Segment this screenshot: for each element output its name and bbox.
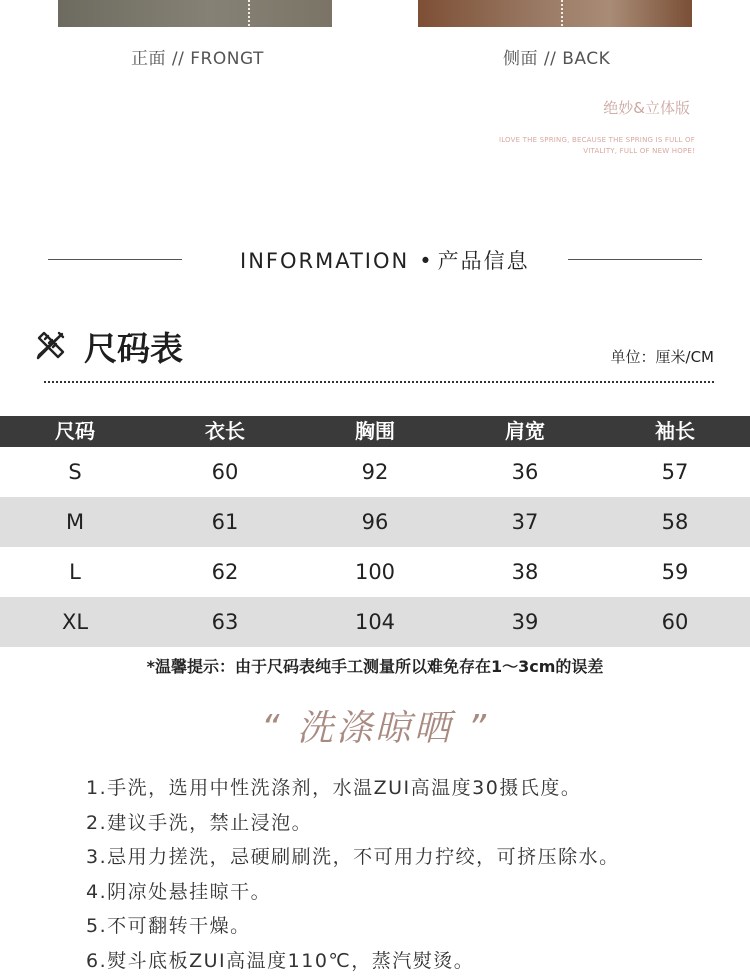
front-photo (58, 0, 332, 27)
necklace-detail (561, 0, 563, 27)
feature-title: 绝妙&立体版 (603, 97, 690, 118)
cell-shoulder: 38 (450, 547, 600, 597)
cell-sleeve: 57 (600, 447, 750, 497)
header-sleeve: 袖长 (600, 416, 750, 447)
table-row (0, 497, 750, 547)
dotted-divider (44, 381, 714, 383)
list-item: 1.手洗，选用中性洗涤剂，水温ZUI高温度30摄氏度。 (86, 771, 620, 806)
cell-shoulder: 37 (450, 497, 600, 547)
section-heading-information (240, 245, 530, 275)
washing-instructions (86, 771, 620, 978)
cell-length: 63 (150, 597, 300, 647)
heading-dot: • (419, 249, 433, 273)
list-item: 5.不可翻转干燥。 (86, 909, 620, 944)
heading-cn: 产品信息 (438, 249, 530, 273)
size-chart-title: 尺码表 (84, 323, 183, 370)
cell-length: 61 (150, 497, 300, 547)
cell-sleeve: 59 (600, 547, 750, 597)
cell-length: 62 (150, 547, 300, 597)
ruler-pencil-icon (35, 329, 67, 361)
cell-bust: 104 (300, 597, 450, 647)
necklace-detail (248, 0, 250, 27)
cell-length: 60 (150, 447, 300, 497)
front-caption: 正面 // FRONGT (131, 44, 264, 69)
header-bust: 胸围 (300, 416, 450, 447)
heading-en: INFORMATION (240, 249, 409, 273)
size-table (0, 416, 750, 647)
list-item: 2.建议手洗，禁止浸泡。 (86, 806, 620, 841)
table-row (0, 597, 750, 647)
cell-shoulder: 39 (450, 597, 600, 647)
header-length: 衣长 (150, 416, 300, 447)
cell-bust: 92 (300, 447, 450, 497)
side-photo (418, 0, 692, 27)
divider-right (568, 259, 702, 260)
header-shoulder: 肩宽 (450, 416, 600, 447)
washing-title: “ 洗涤晾晒 ” (0, 700, 750, 751)
cell-sleeve: 60 (600, 597, 750, 647)
table-row (0, 547, 750, 597)
cell-bust: 96 (300, 497, 450, 547)
cell-size: XL (0, 597, 150, 647)
cell-shoulder: 36 (450, 447, 600, 497)
table-header (0, 416, 750, 447)
feature-subtitle: ILOVE THE SPRING, BECAUSE THE SPRING IS FULL OF VITALITY, FULL OF NEW HOPE! (495, 135, 695, 157)
list-item: 3.忌用力搓洗，忌硬刷刷洗，不可用力拧绞，可挤压除水。 (86, 840, 620, 875)
list-item: 6.熨斗底板ZUI高温度110℃，蒸汽熨烫。 (86, 944, 620, 978)
cell-bust: 100 (300, 547, 450, 597)
cell-size: M (0, 497, 150, 547)
unit-label: 单位：厘米/CM (611, 346, 714, 367)
cell-size: L (0, 547, 150, 597)
list-item: 4.阴凉处悬挂晾干。 (86, 875, 620, 910)
divider-left (48, 259, 182, 260)
side-caption: 侧面 // BACK (503, 44, 610, 69)
cell-sleeve: 58 (600, 497, 750, 547)
measurement-note: *温馨提示：由于尺码表纯手工测量所以难免存在1～3cm的误差 (0, 654, 750, 677)
table-row (0, 447, 750, 497)
cell-size: S (0, 447, 150, 497)
header-size: 尺码 (0, 416, 150, 447)
